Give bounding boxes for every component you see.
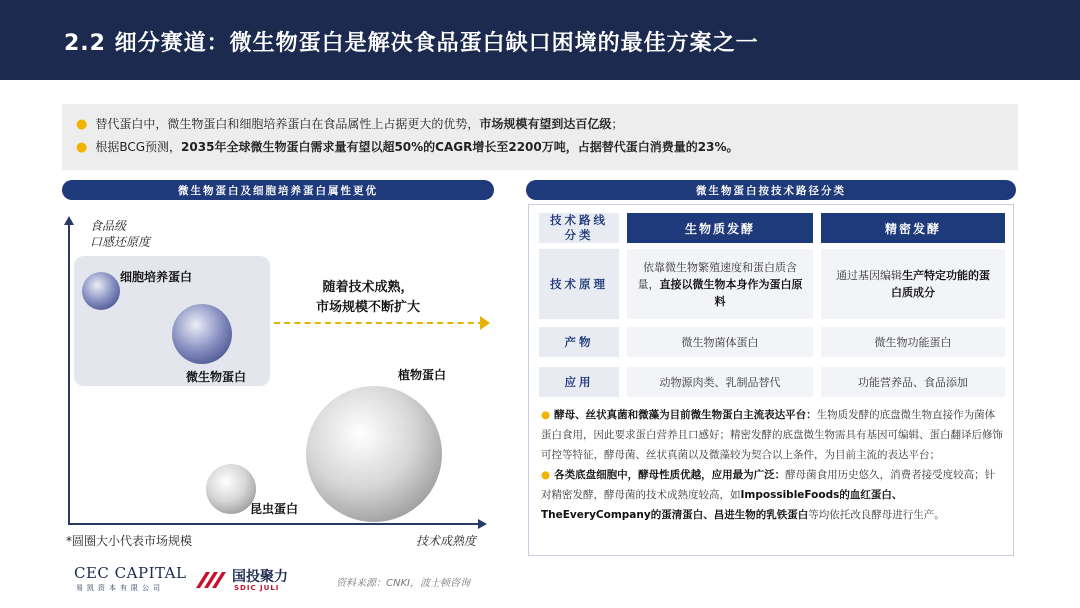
col-header-biomass: 生物质发酵	[627, 213, 813, 243]
bullet-icon: ●	[541, 469, 551, 481]
x-axis-arrow-icon	[478, 519, 487, 529]
bubble-microbial-protein	[172, 304, 232, 364]
note-text: 酵母菌食用历史悠久，消费者接受度较高；针对精密发酵，酵母菌的技术成熟度较高，如	[541, 469, 996, 501]
cell-text	[637, 259, 803, 310]
cell-biomass-principle	[627, 249, 813, 319]
bubble-label-insect: 昆虫蛋白	[250, 502, 299, 516]
note-item	[541, 405, 1005, 465]
sdic-logo-icon	[194, 568, 228, 590]
note-text: 等均依托改良酵母进行生产。	[808, 509, 945, 521]
sdic-logo-subtitle: SDIC JULI	[234, 584, 280, 592]
intro-emphasis: 市场规模有望到达百亿级	[479, 117, 612, 131]
classification-panel	[528, 204, 1014, 556]
cell-biomass-application: 动物源肉类、乳制品替代	[627, 367, 813, 397]
left-panel-title: 微生物蛋白及细胞培养蛋白属性更优	[62, 180, 494, 200]
row-header-principle: 技术原理	[539, 249, 619, 319]
intro-line-1	[76, 113, 1004, 136]
page-title: 2.2 细分赛道：微生物蛋白是解决食品蛋白缺口困境的最佳方案之一	[64, 31, 759, 56]
bullet-icon: ●	[76, 140, 88, 155]
col-header-precision: 精密发酵	[821, 213, 1005, 243]
trend-annotation	[298, 278, 438, 318]
cec-capital-logo: CEC CAPITAL	[74, 564, 187, 582]
cell-text-plain: 依靠微生物繁殖速度和蛋白质含量，	[637, 260, 797, 291]
cell-precision-application: 功能营养品、食品添加	[821, 367, 1005, 397]
cell-biomass-product: 微生物菌体蛋白	[627, 327, 813, 357]
note-emphasis: ImpossibleFoods的血红蛋白、TheEveryCompany的蛋清蛋白、昌进生物的乳铁蛋白	[541, 489, 903, 521]
intro-box	[62, 104, 1018, 170]
bullet-icon: ●	[76, 117, 88, 132]
note-emphasis: 各类底盘细胞中，酵母性质优越，应用最为广泛：	[554, 469, 786, 481]
intro-text: 根据BCG预测，	[95, 140, 182, 154]
row-header-path: 技术路线分类	[539, 213, 619, 243]
intro-text: ；	[611, 117, 624, 131]
header-bar	[0, 0, 1080, 80]
y-axis-label-line: 口感还原度	[90, 235, 151, 249]
bubble-label-microbial: 微生物蛋白	[186, 370, 247, 384]
bubble-cell-protein	[82, 272, 120, 310]
cell-text	[831, 267, 995, 301]
intro-line-2	[76, 136, 1004, 159]
cell-text-plain: 通过基因编辑	[836, 269, 902, 282]
cell-precision-product: 微生物功能蛋白	[821, 327, 1005, 357]
intro-text: 替代蛋白中，微生物蛋白和细胞培养蛋白在食品属性上占据更大的优势，	[95, 117, 480, 131]
trend-line: 随着技术成熟，	[322, 280, 414, 295]
note-text: 生物质发酵的底盘微生物直接作为菌体蛋白食用，因此要求蛋白营养且口感好；精密发酵的底盘微生物需具有基因可编辑、蛋白翻译后修饰可控等特征，酵母菌、丝状真菌以及微藻较为契合以上条件，为目前主流的表达平台；	[541, 409, 1003, 461]
bubble-insect-protein	[206, 464, 256, 514]
y-axis-label	[90, 218, 150, 250]
x-axis	[68, 523, 480, 525]
bubble-plant-protein	[306, 386, 442, 522]
cec-capital-subtitle: 易凯资本有限公司	[76, 584, 164, 592]
bullet-icon: ●	[541, 409, 551, 421]
sdic-logo-text: 国投聚力	[232, 569, 288, 585]
trend-line: 市场规模不断扩大	[315, 300, 420, 315]
y-axis-arrow-icon	[64, 216, 74, 225]
note-emphasis: 酵母、丝状真菌和微藻为目前微生物蛋白主流表达平台：	[554, 409, 817, 421]
cell-precision-principle	[821, 249, 1005, 319]
chart-footnote: *圆圈大小代表市场规模	[66, 534, 193, 548]
cell-text-bold: 生产特定功能的蛋白质成分	[891, 269, 990, 299]
y-axis-label-line: 食品级	[90, 219, 127, 233]
cell-text-bold: 直接以微生物本身作为蛋白原料	[659, 277, 803, 308]
right-panel-title: 微生物蛋白按技术路径分类	[526, 180, 1016, 200]
bubble-label-plant: 植物蛋白	[398, 368, 447, 382]
y-axis	[68, 224, 70, 524]
notes-block	[541, 405, 1005, 525]
bubble-label-cell: 细胞培养蛋白	[120, 270, 193, 284]
intro-emphasis: 2035年全球微生物蛋白需求量有望以超50%的CAGR增长至2200万吨，占据替代蛋白消费量的23%。	[181, 140, 739, 154]
trend-arrow-head-icon	[480, 316, 490, 330]
row-header-product: 产物	[539, 327, 619, 357]
source-note: 资料来源：CNKI，波士顿咨询	[336, 578, 470, 589]
row-header-application: 应用	[539, 367, 619, 397]
x-axis-label: 技术成熟度	[415, 534, 476, 548]
note-item	[541, 465, 1005, 525]
bubble-chart	[62, 210, 494, 555]
trend-arrow	[274, 322, 484, 324]
